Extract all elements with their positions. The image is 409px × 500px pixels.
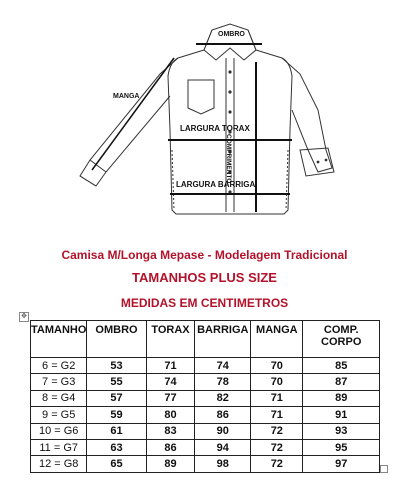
cell-ombro: 55 <box>87 374 146 390</box>
table-row <box>31 439 380 455</box>
cell-size: 8 = G4 <box>31 390 87 406</box>
cell-manga: 71 <box>251 390 303 406</box>
table-move-handle[interactable]: ✥ <box>19 312 29 322</box>
largura-barriga-label: LARGURA BARRIGA <box>176 180 256 189</box>
largura-torax-label: LARGURA TORAX <box>180 124 250 133</box>
header-barriga: BARRIGA <box>195 321 251 358</box>
cell-barriga: 74 <box>195 358 251 374</box>
comprimento-label: COMPRIMENTO <box>225 134 232 184</box>
cell-torax: 71 <box>146 358 195 374</box>
cell-barriga: 90 <box>195 423 251 439</box>
cell-ombro: 53 <box>87 358 146 374</box>
cell-comp-corpo: 89 <box>303 390 380 406</box>
cell-size: 11 = G7 <box>31 439 87 455</box>
cell-manga: 72 <box>251 423 303 439</box>
cell-ombro: 65 <box>87 456 146 472</box>
cell-size: 7 = G3 <box>31 374 87 390</box>
cell-manga: 70 <box>251 358 303 374</box>
size-table <box>30 320 380 473</box>
header-torax: TORAX <box>146 321 195 358</box>
cell-barriga: 98 <box>195 456 251 472</box>
ombro-label: OMBRO <box>218 31 245 38</box>
cell-comp-corpo: 87 <box>303 374 380 390</box>
cell-manga: 72 <box>251 439 303 455</box>
table-row <box>31 390 380 406</box>
table-row <box>31 456 380 472</box>
shirt-measurement-diagram <box>0 0 409 232</box>
cell-torax: 83 <box>146 423 195 439</box>
cell-torax: 77 <box>146 390 195 406</box>
units-title: MEDIDAS EM CENTIMETROS <box>120 296 289 310</box>
cell-torax: 74 <box>146 374 195 390</box>
cell-torax: 86 <box>146 439 195 455</box>
cell-manga: 71 <box>251 407 303 423</box>
header-manga: MANGA <box>251 321 303 358</box>
cell-barriga: 94 <box>195 439 251 455</box>
cell-comp-corpo: 85 <box>303 358 380 374</box>
cell-size: 9 = G5 <box>31 407 87 423</box>
cell-size: 6 = G2 <box>31 358 87 374</box>
cell-ombro: 59 <box>87 407 146 423</box>
manga-measure-line <box>92 58 174 170</box>
cell-ombro: 63 <box>87 439 146 455</box>
cell-size: 10 = G6 <box>31 423 87 439</box>
header-ombro: OMBRO <box>87 321 146 358</box>
cell-comp-corpo: 91 <box>303 407 380 423</box>
cell-manga: 72 <box>251 456 303 472</box>
table-resize-handle[interactable] <box>380 465 388 473</box>
cell-barriga: 78 <box>195 374 251 390</box>
table-row <box>31 358 380 374</box>
header-comp-corpo: COMP. CORPO <box>303 321 380 358</box>
cell-size: 12 = G8 <box>31 456 87 472</box>
cell-comp-corpo: 95 <box>303 439 380 455</box>
manga-label: MANGA <box>113 93 140 100</box>
table-row <box>31 423 380 439</box>
cell-ombro: 61 <box>87 423 146 439</box>
cell-torax: 89 <box>146 456 195 472</box>
cell-barriga: 82 <box>195 390 251 406</box>
table-row <box>31 374 380 390</box>
cell-comp-corpo: 97 <box>303 456 380 472</box>
cell-barriga: 86 <box>195 407 251 423</box>
shirt-collar <box>204 24 256 60</box>
cell-ombro: 57 <box>87 390 146 406</box>
table-header-row <box>31 321 380 358</box>
cell-manga: 70 <box>251 374 303 390</box>
size-range-title: TAMANHOS PLUS SIZE <box>132 270 277 285</box>
product-title: Camisa M/Longa Mepase - Modelagem Tradicional <box>61 248 348 262</box>
cell-torax: 80 <box>146 407 195 423</box>
header-tamanho: TAMANHO <box>31 321 87 358</box>
table-row <box>31 407 380 423</box>
cell-comp-corpo: 93 <box>303 423 380 439</box>
